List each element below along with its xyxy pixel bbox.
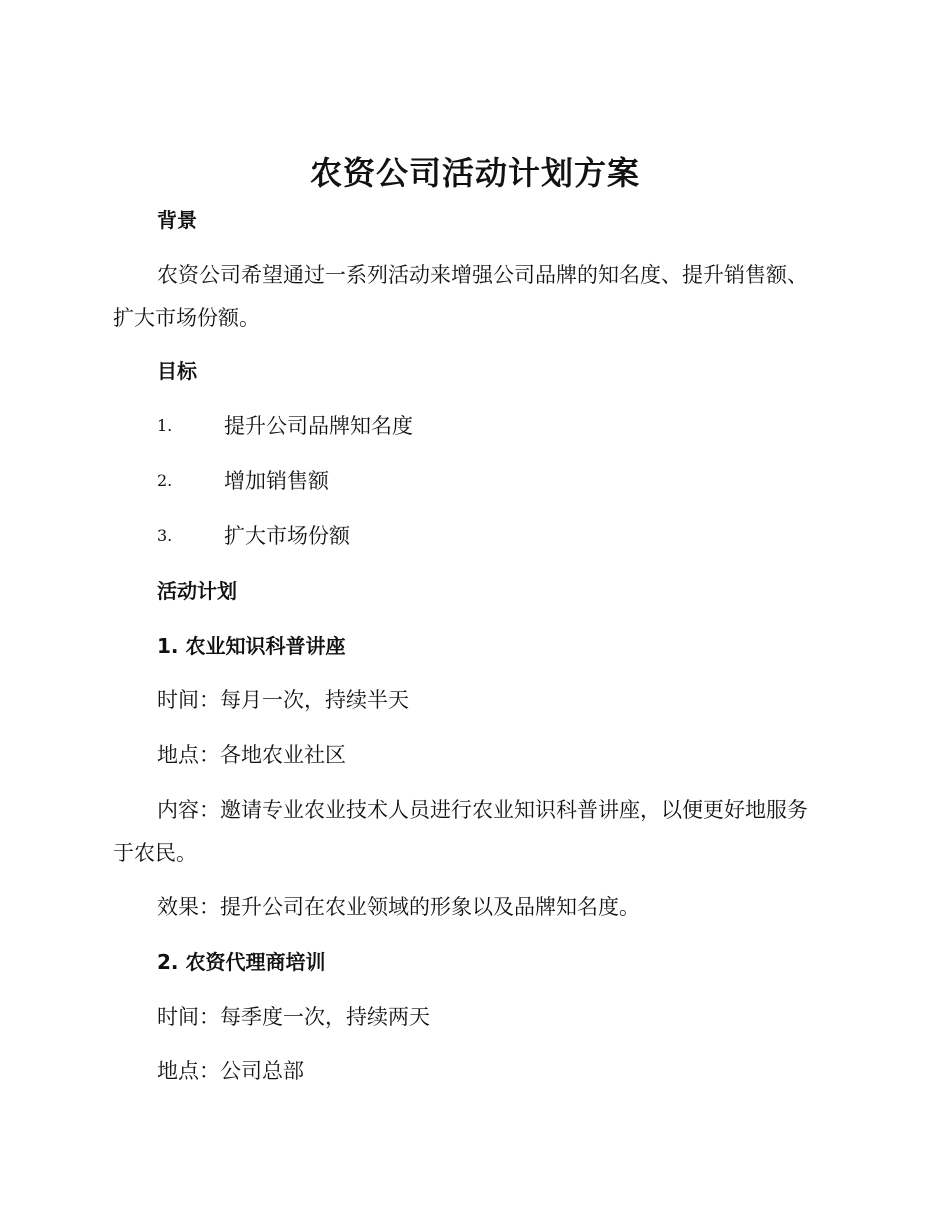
heading-activity-plan: 活动计划	[157, 579, 237, 603]
goal-number-2: 2.	[157, 471, 173, 490]
activity-1-place: 地点：各地农业社区	[157, 743, 346, 767]
heading-goals: 目标	[157, 359, 197, 383]
document-title: 农资公司活动计划方案	[309, 154, 640, 192]
heading-background: 背景	[157, 208, 197, 232]
heading-activity-1: 1. 农业知识科普讲座	[157, 634, 346, 658]
goal-item-2: 增加销售额	[224, 469, 329, 493]
goal-number-1: 1.	[157, 416, 173, 435]
activity-2-time: 时间：每季度一次，持续两天	[157, 1005, 430, 1029]
activity-1-effect: 效果：提升公司在农业领域的形象以及品牌知名度。	[157, 895, 640, 919]
goal-item-1: 提升公司品牌知名度	[224, 414, 413, 438]
goal-number-3: 3.	[157, 526, 173, 545]
goal-item-3: 扩大市场份额	[224, 524, 350, 548]
activity-1-time: 时间：每月一次，持续半天	[157, 688, 409, 712]
activity-1-content-line-2: 于农民。	[113, 841, 197, 865]
activity-2-place: 地点：公司总部	[157, 1059, 304, 1083]
activity-1-content-line-1: 内容：邀请专业农业技术人员进行农业知识科普讲座，以便更好地服务	[157, 798, 808, 822]
background-paragraph-line-2: 扩大市场份额。	[113, 306, 260, 330]
heading-activity-2: 2. 农资代理商培训	[157, 950, 326, 974]
background-paragraph-line-1: 农资公司希望通过一系列活动来增强公司品牌的知名度、提升销售额、	[157, 263, 808, 287]
